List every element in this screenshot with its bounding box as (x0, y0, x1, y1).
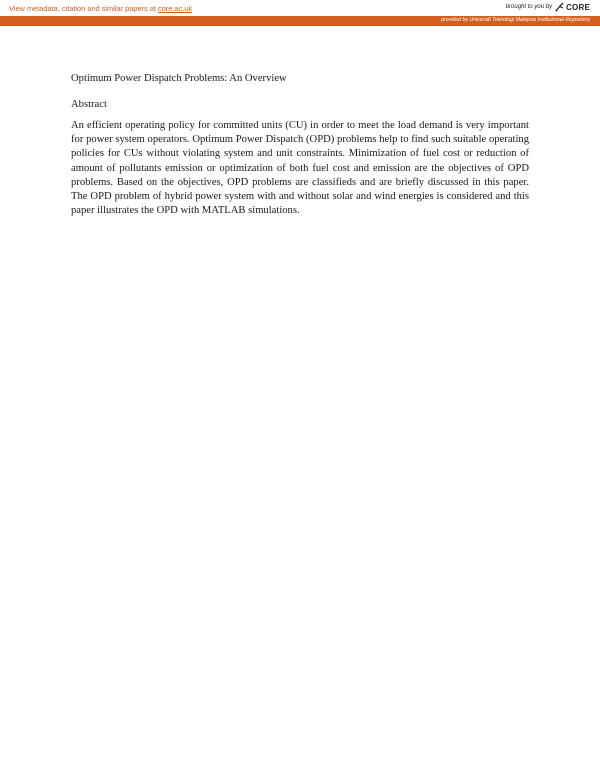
paper-content (71, 72, 529, 218)
view-metadata-link[interactable] (9, 4, 192, 13)
view-metadata-text: View metadata, citation and similar papers at (9, 4, 158, 13)
provided-by-text[interactable]: provided by Universiti Teknologi Malaysia Institutional Repository (441, 17, 590, 23)
core-logo[interactable] (555, 2, 590, 12)
core-logo-icon (555, 2, 564, 12)
paper-title: Optimum Power Dispatch Problems: An Overview (71, 73, 287, 84)
abstract-text: An efficient operating policy for committed units (CU) in order to meet the load demand is very important for power system operators. Optimum Power Dispatch (OPD) problems help to find such suitable operating policies for CUs without violating system and unit constraints. Minimization of fuel cost or reduction of amount of pollutants emission or optimization of both fuel cost and emission are the objectives of OPD problems. Based on the objectives, OPD problems are classifieds and are briefly discussed in this paper. The OPD problem of hybrid power system with and without solar and wind energies is considered and this paper illustrates the OPD with MATLAB simulations. (71, 120, 529, 217)
core-ac-uk-link[interactable]: core.ac.uk (158, 4, 193, 13)
core-logo-text: CORE (566, 2, 590, 12)
repository-bar (0, 16, 600, 26)
abstract-heading: Abstract (71, 99, 107, 110)
brought-to-you-by (506, 2, 590, 12)
core-header (0, 0, 600, 16)
brought-text: brought to you by (505, 4, 553, 10)
